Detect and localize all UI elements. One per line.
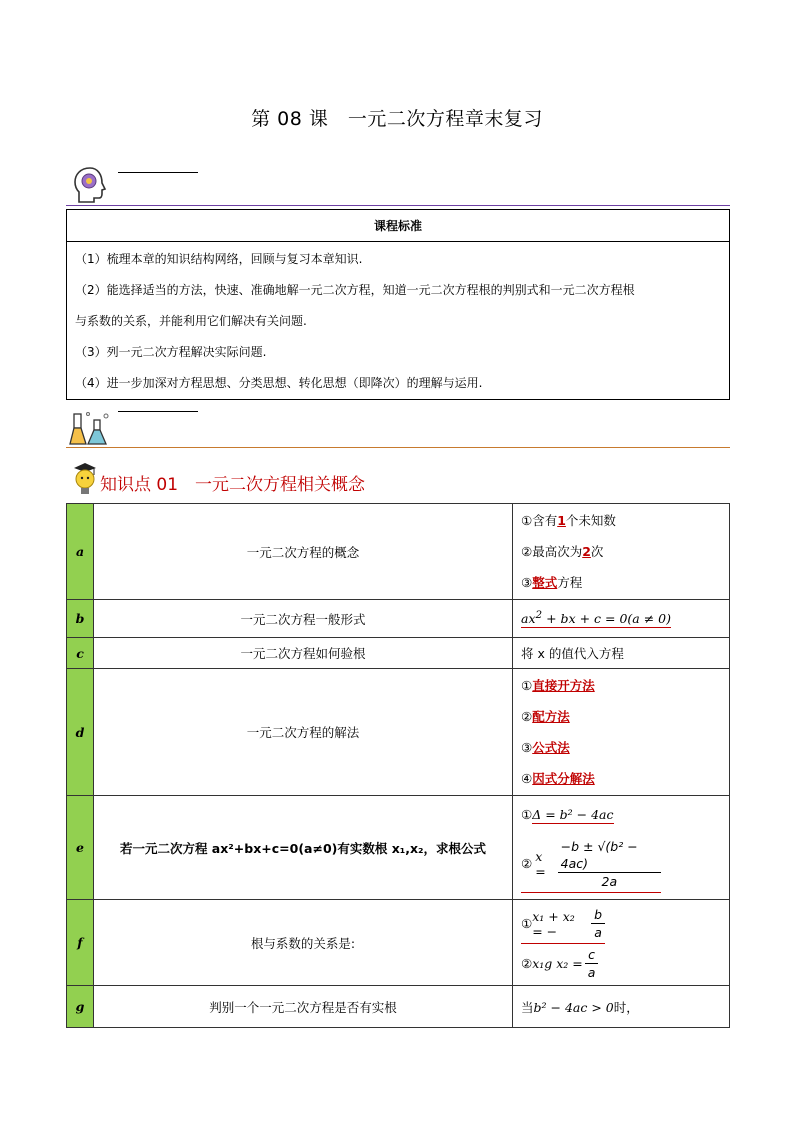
- text: ③: [521, 740, 533, 755]
- general-form-formula: [521, 609, 671, 628]
- row-description: 判别一个一元二次方程是否有实根: [94, 986, 513, 1028]
- text: ④: [521, 771, 533, 786]
- row-answer: [513, 669, 730, 796]
- section-divider-short-2: [118, 411, 198, 412]
- text: a: [594, 925, 602, 940]
- text: ①含有: [521, 513, 558, 528]
- row-description: 根与系数的关系是:: [94, 900, 513, 986]
- row-key: d: [67, 669, 94, 796]
- row-answer: [513, 986, 730, 1028]
- row-description: 若一元二次方程 ax²+bx+c=0(a≠0)有实数根 x₁,x₂，求根公式: [94, 796, 513, 900]
- table-row: [67, 600, 730, 638]
- standard-line: （4）进一步加深对方程思想、分类思想、转化思想（即降次）的理解与运用.: [75, 376, 483, 390]
- method-name: 配方法: [532, 709, 570, 724]
- page-title: 第 08 课 一元二次方程章末复习: [251, 108, 543, 130]
- text: x₁g x₂ =: [532, 956, 583, 971]
- row-answer: [513, 796, 730, 900]
- course-standards-table: [66, 209, 730, 400]
- answer-blank: 2: [582, 544, 591, 559]
- discriminant-formula: Δ = b² − 4ac: [532, 806, 614, 822]
- table-row: [67, 900, 730, 986]
- row-description: 一元二次方程如何验根: [94, 638, 513, 669]
- row-description: 一元二次方程的概念: [94, 504, 513, 600]
- answer-blank: 整式: [532, 575, 558, 590]
- row-key: a: [67, 504, 94, 600]
- standard-line: 与系数的关系，并能利用它们解决有关问题.: [75, 314, 307, 328]
- table-row: [67, 669, 730, 796]
- text: 当: [521, 999, 534, 1015]
- row-key: b: [67, 600, 94, 638]
- row-key: f: [67, 900, 94, 986]
- row-answer: [513, 504, 730, 600]
- text: ②: [521, 856, 533, 871]
- standard-line: （1）梳理本章的知识结构网络，回顾与复习本章知识.: [75, 252, 363, 266]
- text: b² − 4ac > 0: [533, 999, 614, 1015]
- text: ax: [521, 611, 536, 627]
- lightbulb-mascot-icon: [70, 462, 100, 500]
- text: a: [587, 965, 596, 980]
- text: ②: [521, 956, 533, 971]
- product-fraction: [585, 946, 599, 981]
- text: 时，: [613, 999, 639, 1015]
- text: 2a: [601, 873, 618, 889]
- text: x₁ + x₂ = −: [532, 908, 575, 939]
- standard-line: （2）能选择适当的方法，快速、准确地解一元二次方程，知道一元二次方程根的判别式和一元二次方程根: [75, 283, 635, 297]
- text: 方程: [557, 575, 583, 590]
- text: ②最高次为: [521, 544, 583, 559]
- method-name: 因式分解法: [532, 771, 595, 786]
- text: ①: [521, 806, 533, 822]
- table-row: [67, 504, 730, 600]
- row-description: 一元二次方程的解法: [94, 669, 513, 796]
- row-answer: 将 x 的值代入方程: [513, 638, 730, 669]
- text: 次: [590, 544, 604, 559]
- row-answer: [513, 900, 730, 986]
- head-icon: [70, 165, 110, 209]
- text: 个未知数: [565, 513, 616, 528]
- table-row: [67, 986, 730, 1028]
- text: c: [585, 946, 598, 964]
- quadratic-formula: [558, 838, 661, 890]
- section-divider-purple: [66, 205, 730, 206]
- standards-body: [67, 242, 730, 400]
- text: ②: [521, 709, 533, 724]
- row-description: 一元二次方程一般形式: [94, 600, 513, 638]
- text: ①: [521, 678, 533, 693]
- method-name: 公式法: [532, 740, 570, 755]
- text: −b ± √(b² − 4ac): [558, 838, 661, 873]
- text: ①: [521, 916, 533, 931]
- row-key: c: [67, 638, 94, 669]
- sum-fraction: [591, 906, 605, 941]
- text: 2: [535, 608, 543, 621]
- flask-icon: [68, 410, 112, 452]
- method-name: 直接开方法: [532, 678, 595, 693]
- text: + bx + c = 0(a ≠ 0): [542, 611, 671, 627]
- row-answer: [513, 600, 730, 638]
- section-divider-orange: [66, 447, 730, 448]
- text: b: [591, 906, 605, 924]
- text: x =: [535, 848, 546, 879]
- table-row: [67, 796, 730, 900]
- standards-header: 课程标准: [67, 210, 730, 242]
- text: ③: [521, 575, 533, 590]
- standard-line: （3）列一元二次方程解决实际问题.: [75, 345, 267, 359]
- answer-blank: 1: [557, 513, 566, 528]
- row-key: e: [67, 796, 94, 900]
- knowledge-point-title: 知识点 01 一元二次方程相关概念: [100, 475, 366, 495]
- section-divider-short: [118, 172, 198, 173]
- concepts-table: [66, 503, 730, 1028]
- table-row: [67, 638, 730, 669]
- row-key: g: [67, 986, 94, 1028]
